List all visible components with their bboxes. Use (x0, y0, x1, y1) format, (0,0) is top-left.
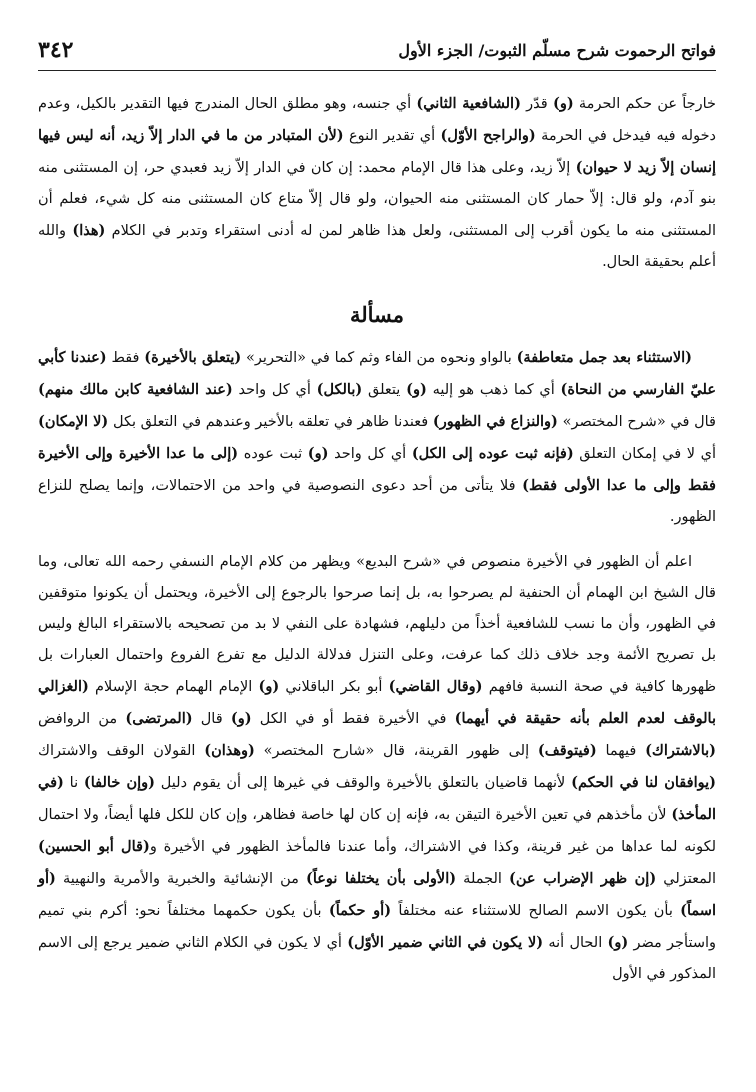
text-run: الإمام الهمام حجة الإسلام (88, 679, 259, 695)
bold-quotation: (و) (258, 678, 280, 695)
bold-quotation: (لا يكون في الثاني ضمير الأوّل) (347, 934, 544, 951)
text-run: اعلم أن الظهور في الأخيرة منصوص في «شرح البديع» ويظهر من كلام الإمام النسفي رحمه الله تعالى، وما قال الشيخ ابن الهمام أن الحنفية لم يصرحوا به، بل إنما صرحوا بالرجوع إلى الأخيرة، ويحتمل أن يكونوا متوقفين في الظهور، وأن ما نسب للشافعية أخذاً من دليلهم، فشهادة على النفي لا بد من تصحيحه بالاستقراء البالغ وليس بل تصريح الأئمة وجد خلاف ذلك كما عرفت، وعلى التنزل فدلالة الدليل مع تفرع الفروع واحتمال العبارات بل ظهورها كافية في صحة النسبة فافهم (38, 554, 716, 695)
text-run: قال في «شرح المختصر» (557, 414, 716, 430)
bold-quotation: (و) (406, 381, 427, 398)
text-run: فعندنا ظاهر في تعلقه بالأخير وعندهم في التعلق بكل (108, 414, 433, 430)
bold-quotation: (وإن خالفا) (83, 774, 156, 791)
section-title: مسألة (349, 302, 405, 327)
bold-quotation: (المرتضى) (125, 710, 193, 727)
bold-quotation: (يوافقان لنا في الحكم) (571, 774, 716, 791)
page-header (38, 30, 716, 71)
bold-quotation: (عندنا كأبي عليّ الفارسي من النحاة) (38, 349, 716, 398)
bold-quotation: (وقال القاضي) (388, 678, 483, 695)
bold-quotation: (و) (552, 95, 574, 112)
bold-quotation: (الاستثناء بعد جمل متعاطفة) (516, 349, 693, 366)
body-text (38, 88, 716, 990)
text-run: أبو بكر الباقلاني (279, 679, 389, 695)
paragraph-2 (38, 342, 716, 533)
text-run: بالواو ونحوه من الفاء وثم كما في «التحرير» (241, 350, 517, 366)
text-run: فيهما (596, 743, 646, 759)
bold-quotation: (وهذان) (204, 742, 255, 759)
bold-quotation: (بالاشتراك) (645, 742, 717, 759)
running-title: فواتح الرحموت شرح مسلّم الثبوت/ الجزء الأول (398, 40, 716, 60)
text-run: أي تقدير النوع (343, 128, 441, 144)
bold-quotation: (والنزاع في الظهور) (432, 413, 558, 430)
bold-quotation: (إلى ما عدا الأخيرة وإلى الأخيرة فقط وإلى ما عدا الأولى فقط) (38, 445, 716, 494)
bold-quotation: (الأولى بأن يختلفا نوعاً) (305, 870, 457, 887)
text-run: إلاّ زيد، وعلى هذا قال الإمام محمد: إن كان في الدار إلاّ زيد فعبدي حر، إن المستثنى منه بنو آدم، ولو قال: إلاّ حمار كان المستثنى منه الحيوان، ولو قال إلاّ متاع كان المستثنى منه كل شيء، فعلم أن المستثنى منه ما يكون أقرب إلى المستثنى، ولعل هذا ظاهر لمن له أدنى استقراء وتدبر في الكلام (38, 160, 716, 239)
bold-quotation: (لا الإمكان) (38, 413, 109, 430)
bold-quotation: (بالكل) (316, 381, 363, 398)
bold-quotation: (عند الشافعية كابن مالك منهم) (38, 381, 233, 398)
bold-quotation: (و) (307, 445, 329, 462)
text-run: لأنهما قاضيان بالتعلق بالأخيرة والوقف في غيرها إلى أن يقوم دليل (155, 775, 572, 791)
text-run: خارجاً عن حكم الحرمة (573, 96, 716, 112)
bold-quotation: (هذا) (72, 222, 106, 239)
bold-quotation: (و) (230, 710, 252, 727)
text-run: أي لا في إمكان التعلق (573, 446, 716, 462)
bold-quotation: (والراجح الأوّل) (440, 127, 536, 144)
text-run: لأن مأخذهم في تعين الأخيرة التيقن به، فإنه إن كان لها خاصة فظاهر، وإن كان للكل فلها أيضاً، ولا احتمال لكونه لما عداها من غير قرينة، وكذا في الاشتراك، وأما عندنا فالمأخذ الظهور في الأخيرة و (38, 807, 716, 855)
bold-quotation: (في المأخذ) (38, 774, 716, 823)
bold-quotation: (فيتوقف) (537, 742, 597, 759)
paragraph-1 (38, 88, 716, 278)
paragraph-3 (38, 547, 716, 990)
text-run: يتعلق (362, 382, 407, 398)
bold-quotation: (لأن المتبادر من ما في الدار إلاّ زيد، أنه ليس فيها إنسان إلاّ زيد لا حيوان) (38, 127, 717, 176)
bold-quotation: (قال أبو الحسين) (38, 838, 150, 855)
bold-quotation: (أو حكماً) (328, 902, 392, 919)
bold-quotation: (الغزالي بالوقف لعدم العلم بأنه حقيقة في أيهما) (38, 678, 716, 727)
text-run: من الروافض (38, 711, 126, 727)
text-run: بأن يكون الاسم الصالح للاستثناء عنه مختلفاً (391, 903, 681, 919)
bold-quotation: (إن ظهر الإضراب عن) (509, 870, 657, 887)
text-run: من الإنشائية والخبرية والأمرية والنهيية (55, 871, 306, 887)
text-run: أي كما ذهب هو إليه (426, 382, 561, 398)
text-run: في الأخيرة فقط أو في الكل (251, 711, 455, 727)
text-run: نا (63, 775, 84, 791)
bold-quotation: (فإنه ثبت عوده إلى الكل) (411, 445, 574, 462)
text-run: المعتزلي (656, 871, 716, 887)
bold-quotation: (الشافعية الثاني) (416, 95, 521, 112)
bold-quotation: (يتعلق بالأخيرة) (144, 349, 242, 366)
page-number: ٣٤٢ (38, 37, 74, 63)
text-run: أي كل واحد (328, 446, 412, 462)
text-run: قال (192, 711, 231, 727)
bold-quotation: (و) (607, 934, 629, 951)
text-run: قدّر (520, 96, 553, 112)
text-run: بأن يكون حكمهما مختلفاً نحو: أكرم بني تميم واستأجر مضر (38, 903, 716, 951)
text-run: والله أعلم بحقيقة الحال. (38, 223, 716, 270)
text-run: فلا يتأتى من أحد دعوى النصوصية في واحد من الاحتمالات، وإنما يصلح للنزاع الظهور. (38, 478, 716, 525)
text-run: فقط (106, 350, 145, 366)
text-run: أي جنسه، وهو مطلق الحال المندرج فيها التقدير بالكيل، وعدم دخوله فيه فيدخل في الحرمة (38, 96, 717, 144)
bold-quotation: (أو اسماً) (38, 870, 716, 919)
text-run: الحال أنه (543, 935, 608, 951)
text-run: ثبت عوده (238, 446, 308, 462)
text-run: إلى ظهور القرينة، قال «شارح المختصر» (254, 743, 538, 759)
text-run: الجملة (456, 871, 510, 887)
text-run: أي كل واحد (232, 382, 317, 398)
text-run: أي لا يكون في الكلام الثاني ضمير يرجع إلى الاسم المذكور في الأول (38, 935, 716, 982)
text-run: القولان الوقف والاشتراك (38, 743, 205, 759)
